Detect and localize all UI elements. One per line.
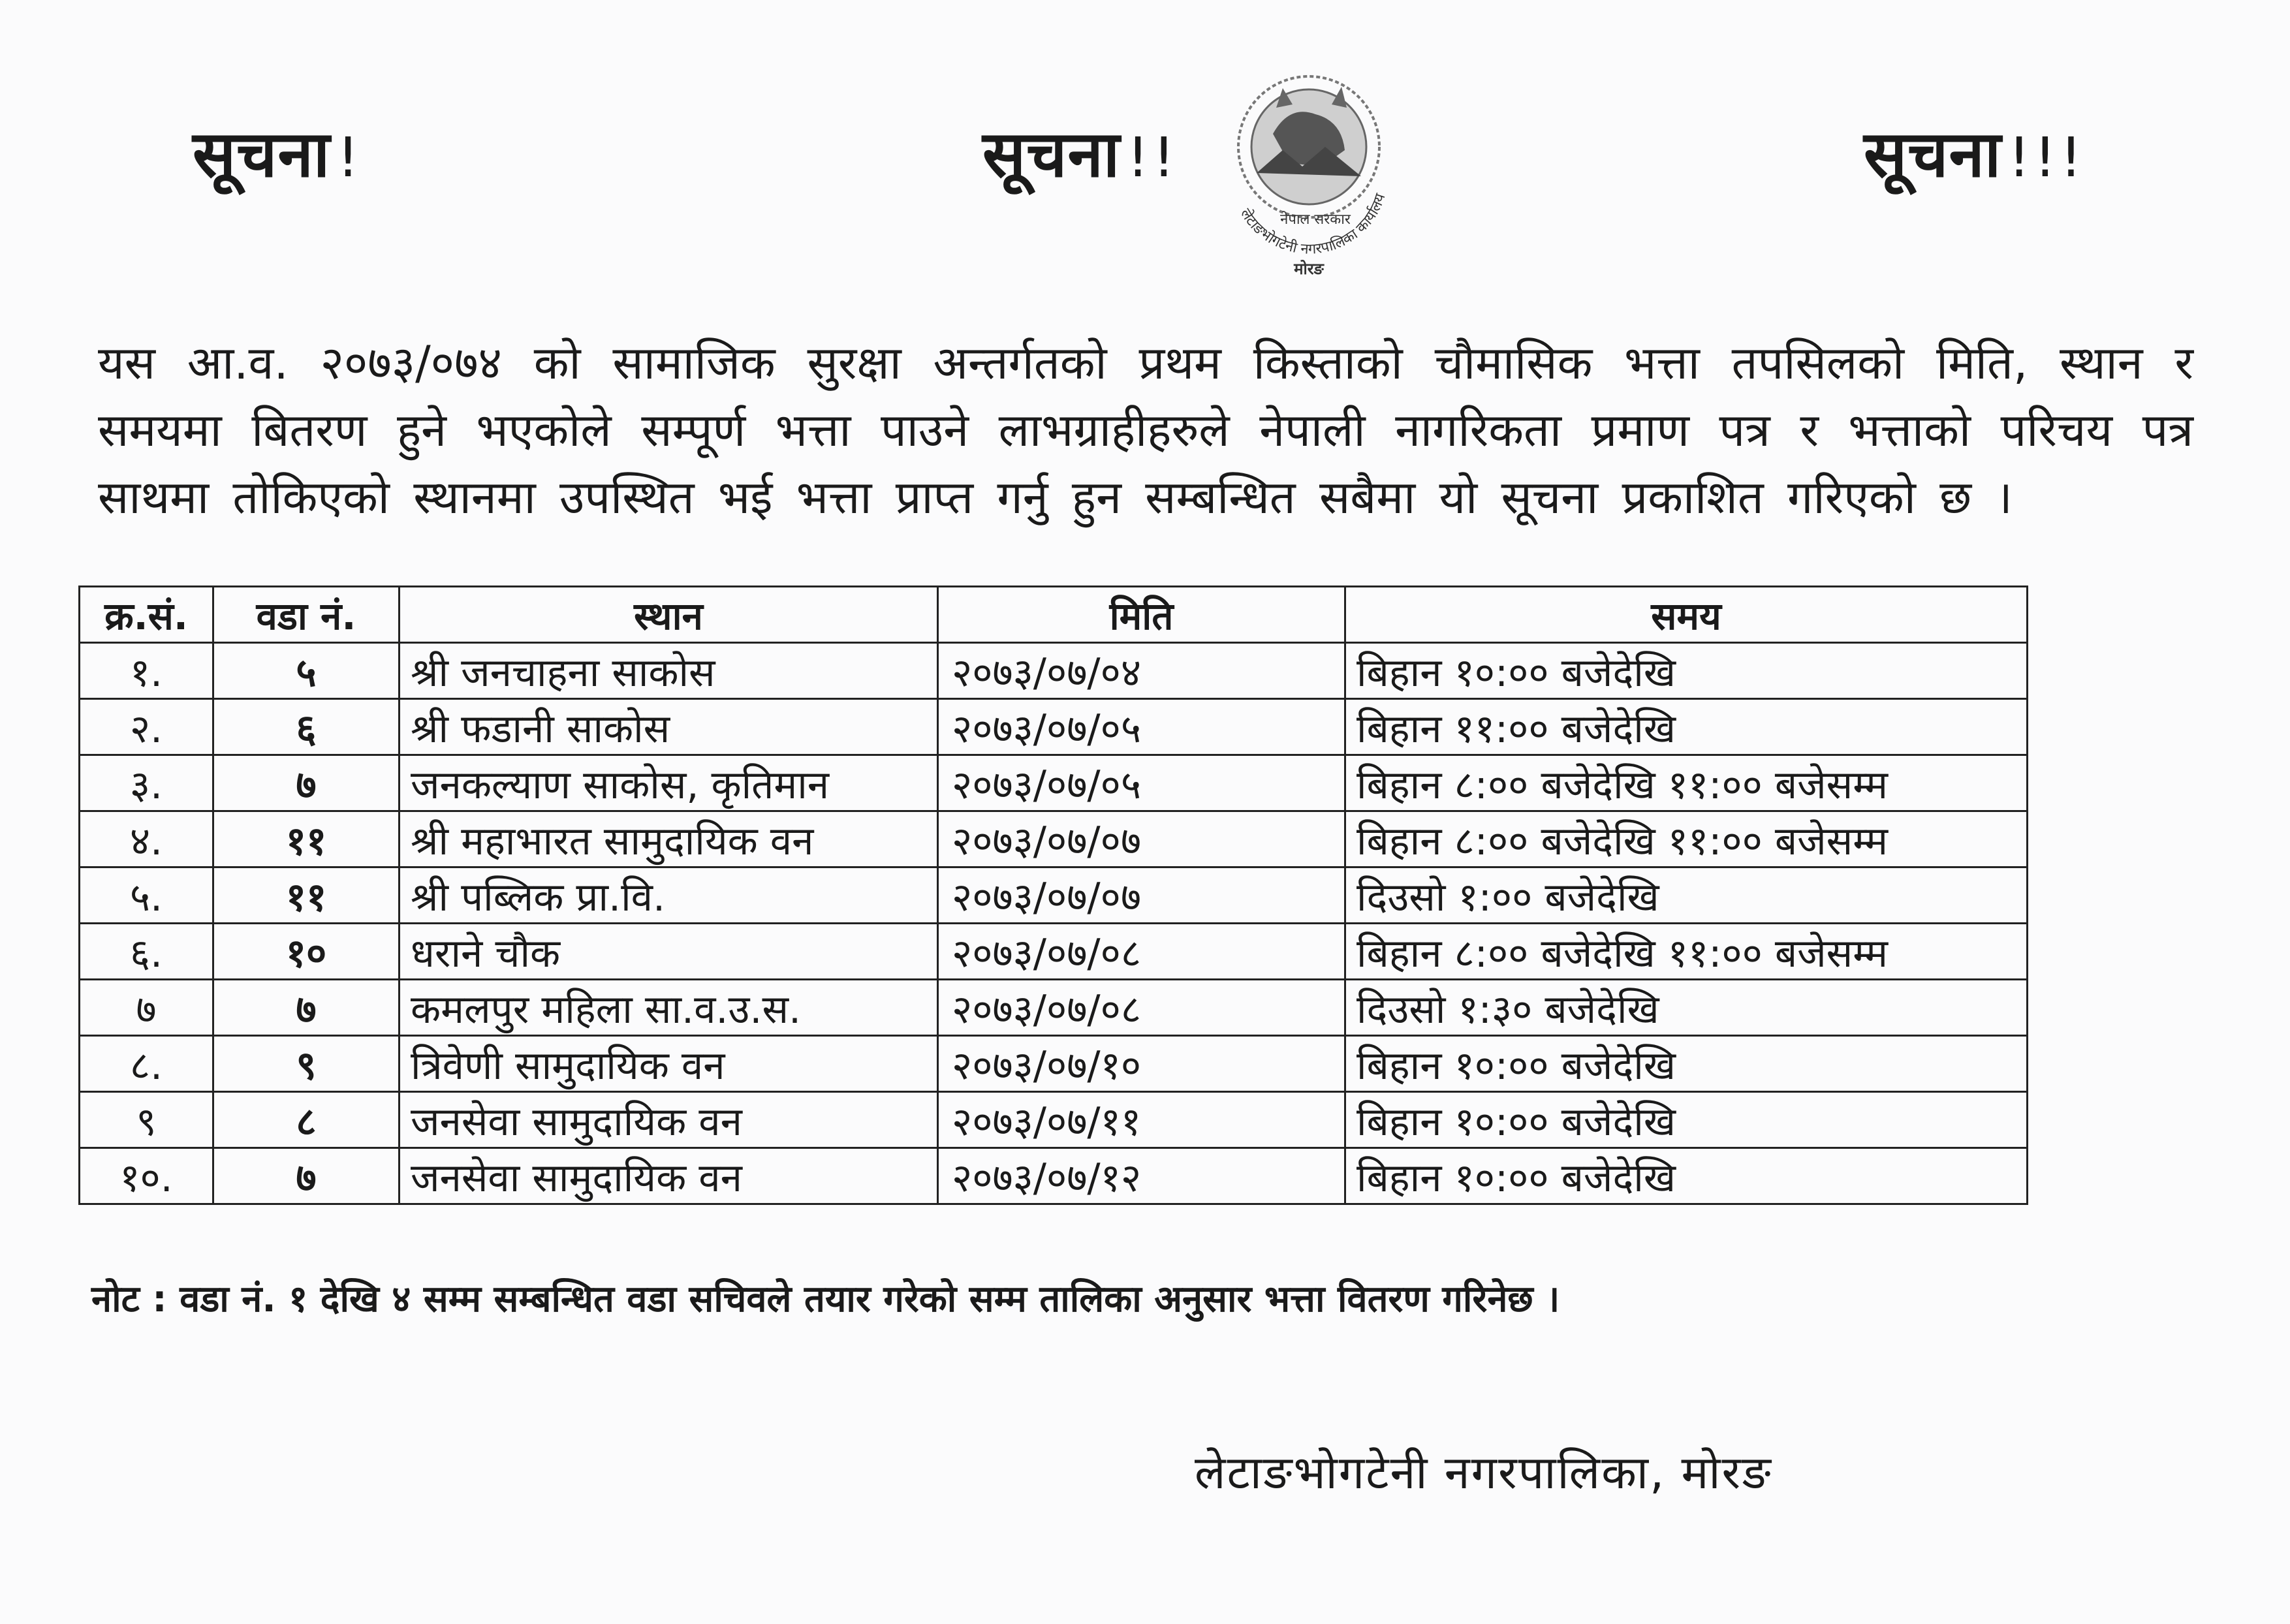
table-row: [80, 1148, 2028, 1204]
cell-ward: ६: [213, 699, 400, 755]
table-row: [80, 980, 2028, 1036]
table-row: [80, 1092, 2028, 1148]
cell-serial: १.: [80, 643, 213, 699]
header-date: मिति: [938, 587, 1345, 643]
table-row: [80, 643, 2028, 699]
cell-place: श्री महाभारत सामुदायिक वन: [400, 811, 938, 867]
notice-paragraph: यस आ.व. २०७३/०७४ को सामाजिक सुरक्षा अन्तर्गतको प्रथम किस्ताको चौमासिक भत्ता तपसिलको मिति, स्थान र समयमा बितरण हुने भएकोले सम्पूर्ण भत्ता पाउने लाभग्राहीहरुले नेपाली नागरिकता प्रमाण पत्र र भत्ताको परिचय पत्र साथमा तोकिएको स्थानमा उपस्थित भई भत्ता प्राप्त गर्नु हुन सम्बन्धित सबैमा यो सूचना प्रकाशित गरिएको छ ।: [98, 336, 2193, 524]
table-row: [80, 811, 2028, 867]
heading-word: सूचना: [982, 117, 1121, 192]
cell-ward: ९: [213, 1036, 400, 1092]
heading-exclamation: !!: [1127, 125, 1179, 189]
seal-line-3: मोरङ: [1294, 260, 1324, 278]
cell-time: दिउसो १:०० बजेदेखि: [1345, 867, 2028, 924]
cell-date: २०७३/०७/०५: [938, 699, 1345, 755]
cell-time: बिहान ८:०० बजेदेखि ११:०० बजेसम्म: [1345, 811, 2028, 867]
cell-serial: ९: [80, 1092, 213, 1148]
heading-exclamation: !!!: [2008, 125, 2086, 189]
cell-date: २०७३/०७/१०: [938, 1036, 1345, 1092]
distribution-schedule-table: [78, 586, 2028, 1205]
cell-place: जनकल्याण साकोस, कृतिमान: [400, 755, 938, 811]
header-time: समय: [1345, 587, 2028, 643]
cell-time: बिहान ८:०० बजेदेखि ११:०० बजेसम्म: [1345, 755, 2028, 811]
cell-time: बिहान १०:०० बजेदेखि: [1345, 1092, 2028, 1148]
heading-notice-2: [982, 108, 1179, 195]
cell-place: जनसेवा सामुदायिक वन: [400, 1092, 938, 1148]
heading-notice-1: [193, 108, 363, 195]
cell-ward: १०: [213, 924, 400, 980]
cell-serial: ४.: [80, 811, 213, 867]
cell-time: बिहान १०:०० बजेदेखि: [1345, 643, 2028, 699]
cell-place: धराने चौक: [400, 924, 938, 980]
cell-place: श्री फडानी साकोस: [400, 699, 938, 755]
note-text: नोट : वडा नं. १ देखि ४ सम्म सम्बन्धित वडा सचिवले तयार गरेको सम्म तालिका अनुसार भत्ता वितरण गरिनेछ ।: [91, 1278, 1560, 1320]
cell-place: त्रिवेणी सामुदायिक वन: [400, 1036, 938, 1092]
heading-exclamation: !: [337, 125, 363, 189]
table-row: [80, 924, 2028, 980]
cell-place: जनसेवा सामुदायिक वन: [400, 1148, 938, 1204]
cell-time: दिउसो १:३० बजेदेखि: [1345, 980, 2028, 1036]
cell-date: २०७३/०७/०४: [938, 643, 1345, 699]
seal-line-1: नेपाल सरकार: [1280, 211, 1351, 228]
table-row: [80, 699, 2028, 755]
cell-place: श्री पब्लिक प्रा.वि.: [400, 867, 938, 924]
cell-date: २०७३/०७/१२: [938, 1148, 1345, 1204]
cell-time: बिहान ११:०० बजेदेखि: [1345, 699, 2028, 755]
cell-serial: ६.: [80, 924, 213, 980]
cell-date: २०७३/०७/०८: [938, 980, 1345, 1036]
cell-serial: ३.: [80, 755, 213, 811]
table-row: [80, 755, 2028, 811]
cell-date: २०७३/०७/०७: [938, 867, 1345, 924]
cell-serial: ७: [80, 980, 213, 1036]
cell-date: २०७३/०७/०५: [938, 755, 1345, 811]
table-row: [80, 867, 2028, 924]
header-serial: क्र.सं.: [80, 587, 213, 643]
heading-word: सूचना: [1864, 117, 2002, 192]
signature-municipality: लेटाङभोगटेनी नगरपालिका, मोरङ: [1195, 1446, 1772, 1499]
cell-ward: ७: [213, 1148, 400, 1204]
cell-serial: १०.: [80, 1148, 213, 1204]
header-place: स्थान: [400, 587, 938, 643]
cell-serial: ८.: [80, 1036, 213, 1092]
table-header-row: [80, 587, 2028, 643]
cell-serial: २.: [80, 699, 213, 755]
cell-ward: ८: [213, 1092, 400, 1148]
heading-word: सूचना: [193, 117, 331, 192]
cell-date: २०७३/०७/११: [938, 1092, 1345, 1148]
cell-ward: ११: [213, 811, 400, 867]
cell-ward: ७: [213, 980, 400, 1036]
cell-serial: ५.: [80, 867, 213, 924]
cell-time: बिहान १०:०० बजेदेखि: [1345, 1148, 2028, 1204]
municipality-seal-icon: [1211, 69, 1407, 287]
header-ward: वडा नं.: [213, 587, 400, 643]
cell-date: २०७३/०७/०८: [938, 924, 1345, 980]
cell-ward: ११: [213, 867, 400, 924]
cell-ward: ५: [213, 643, 400, 699]
cell-date: २०७३/०७/०७: [938, 811, 1345, 867]
cell-time: बिहान १०:०० बजेदेखि: [1345, 1036, 2028, 1092]
seal-line-2: लेटाङभोगटेनी नगरपालिका कार्यालय: [1236, 191, 1389, 258]
cell-ward: ७: [213, 755, 400, 811]
cell-place: कमलपुर महिला सा.व.उ.स.: [400, 980, 938, 1036]
cell-time: बिहान ८:०० बजेदेखि ११:०० बजेसम्म: [1345, 924, 2028, 980]
cell-place: श्री जनचाहना साकोस: [400, 643, 938, 699]
heading-notice-3: [1864, 108, 2086, 195]
table-row: [80, 1036, 2028, 1092]
